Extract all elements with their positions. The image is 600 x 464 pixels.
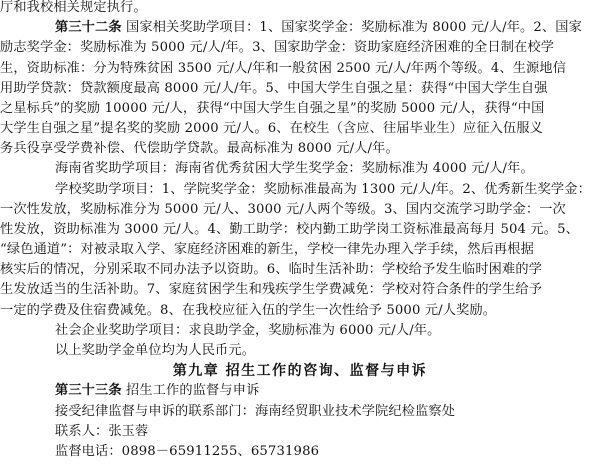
line-text: 联系人：张玉蓉 bbox=[55, 423, 149, 439]
text-line-3 bbox=[0, 59, 600, 79]
text-line-5 bbox=[0, 99, 600, 119]
line-text: 一定的学费及住宿费减免。8、在我校应征入伍的学生一次性给予 5000 元/人奖励。 bbox=[0, 302, 497, 318]
article-33-line bbox=[0, 381, 600, 401]
chapter-title: 第九章 招生工作的咨询、监督与申诉 bbox=[172, 363, 428, 380]
text-line-17 bbox=[0, 341, 600, 361]
line-text: 厅和我校相关规定执行。 bbox=[0, 0, 147, 15]
line-text: 务兵役享受学费补偿、代偿助学贷款。最高标准为 8000 元/人/年。 bbox=[0, 141, 399, 157]
line-text: 监督电话：0898－65911255、65731986 bbox=[55, 443, 320, 459]
line-text: 生，资助标准：分为特殊贫困 3500 元/人/年和一般贫困 2500 元/人/年两个等级。4、生源地信 bbox=[0, 60, 567, 76]
line-text: 社会企业奖助学项目：求良助学金，奖励标准为 6000 元/人/年。 bbox=[55, 322, 441, 338]
line-text: 一次性发放，奖励标准分为 5000 元/人、3000 元/人两个等级。3、国内交流学习助学金：一次 bbox=[0, 201, 566, 217]
line-text: 学校奖助学项目：1、学院奖学金：奖励标准最高为 1300 元/人/年。2、优秀新生奖学金： bbox=[55, 181, 591, 197]
text-line-13 bbox=[0, 260, 600, 280]
supervision-phone bbox=[0, 442, 600, 462]
line-text: 国家相关奖助学项目：1、国家奖学金：奖励标准为 8000 元/人/年。2、国家 bbox=[121, 20, 582, 36]
line-text: 海南省奖助学项目：海南省优秀贫困大学生奖学金：奖励标准为 4000 元/人/年。 bbox=[55, 161, 534, 177]
line-text: 励志奖学金：奖励标准为 5000 元/人/年。3、国家助学金：资助家庭经济困难的全日制在校学 bbox=[0, 40, 555, 56]
line-text: 招生工作的监督与申诉 bbox=[121, 383, 260, 399]
article-32-heading: 第三十二条 bbox=[55, 20, 122, 36]
line-text: 以上奖助学金单位均为人民币元。 bbox=[55, 343, 256, 358]
text-line-6 bbox=[0, 119, 600, 139]
text-line-10 bbox=[0, 200, 600, 220]
article-32-line bbox=[0, 18, 600, 38]
line-text: 性发放，资助标准为 3000 元/人。4、勤工助学：校内勤工助学岗工资标准最高每月 504 元。5、 bbox=[0, 221, 579, 237]
contact-person bbox=[0, 422, 600, 442]
text-line-12 bbox=[0, 240, 600, 260]
text-line-16 bbox=[0, 321, 600, 341]
text-line-11 bbox=[0, 220, 600, 240]
text-line-8 bbox=[0, 159, 600, 179]
text-line-4 bbox=[0, 79, 600, 99]
text-line-7 bbox=[0, 139, 600, 159]
line-text: 用助学贷款：贷款额度最高 8000 元/人/年。5、中国大学生自强之星：获得“中国大学生自强 bbox=[0, 80, 548, 96]
line-text: 生发放适当的生活补助。7、家庭贫困学生和残疾学生学费减免：学校对符合条件的学生给予 bbox=[0, 282, 543, 298]
text-line-0 bbox=[0, 0, 600, 18]
line-text: 大学生自强之星”提名奖的奖励 2000 元/人。6、在校生（含应、往届毕业生）应征入伍服义 bbox=[0, 121, 544, 136]
line-text: “绿色通道”：对被录取入学、家庭经济困难的新生，学校一律先办理入学手续，然后再根据 bbox=[0, 242, 534, 258]
text-line-15 bbox=[0, 301, 600, 321]
text-line-14 bbox=[0, 280, 600, 300]
contact-department bbox=[0, 402, 600, 422]
text-line-2 bbox=[0, 38, 600, 58]
text-line-9 bbox=[0, 180, 600, 200]
line-text: 核实后的情况，分别采取不同办法予以资助。6、临时生活补助：学校给予发生临时困难的学 bbox=[0, 262, 543, 278]
line-text: 接受纪律监督与申诉的联系部门：海南经贸职业技术学院纪检监察处 bbox=[55, 403, 456, 419]
line-text: 之星标兵”的奖励 10000 元/人，获得“中国大学生自强之星”的奖励 5000 元/人，获得“中国 bbox=[0, 100, 545, 116]
article-33-heading: 第三十三条 bbox=[55, 383, 122, 399]
